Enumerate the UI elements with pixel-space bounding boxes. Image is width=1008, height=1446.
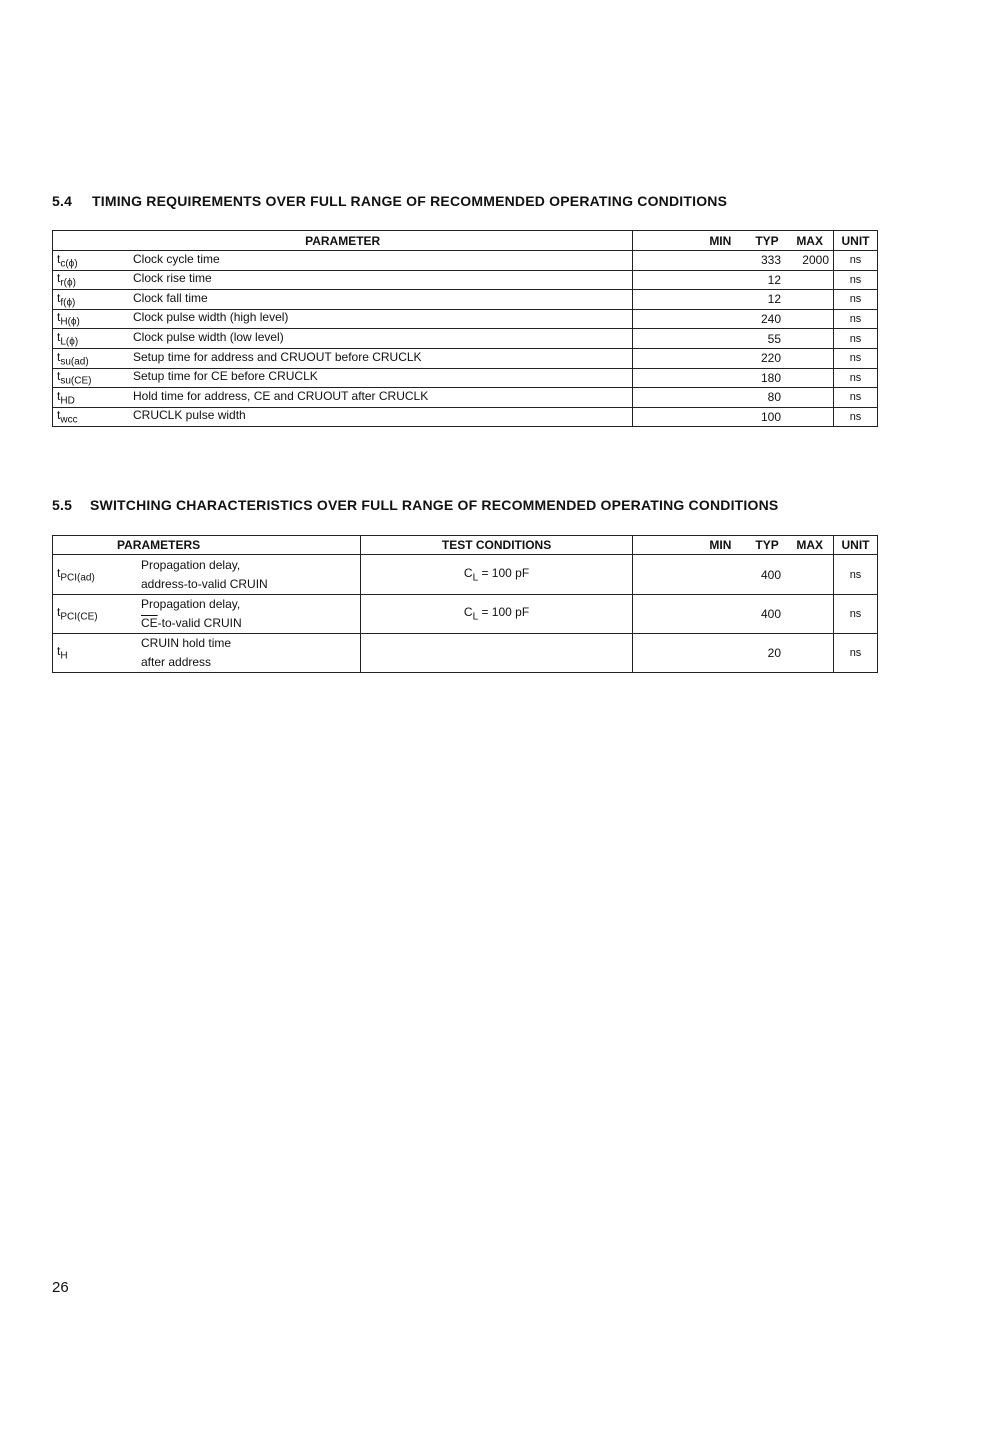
parameter-description: Hold time for address, CE and CRUOUT after CRUCLK: [133, 388, 429, 403]
symbol-subscript: r(ϕ): [60, 277, 76, 289]
table-row: [53, 555, 878, 595]
section-54-number: 5.4: [52, 193, 73, 209]
page-number: 26: [52, 1279, 69, 1296]
values-cell: [633, 407, 834, 427]
condition-subscript: L: [472, 611, 479, 623]
symbol-letter: t: [57, 565, 61, 580]
parameter-description: Setup time for address and CRUOUT before CRUCLK: [133, 349, 422, 364]
symbol-subscript: H: [60, 650, 68, 662]
parameter-description: Clock fall time: [133, 290, 208, 305]
symbol-letter: t: [57, 644, 61, 659]
typ-header: TYP: [755, 538, 779, 552]
section-54-heading: [52, 193, 727, 209]
condition-value: = 100 pF: [478, 605, 530, 620]
values-cell: [633, 348, 834, 368]
parameters-header: [53, 536, 361, 555]
condition-symbol: C: [463, 605, 473, 620]
parameter-cell: [53, 595, 361, 634]
unit-cell: ns: [834, 309, 878, 329]
table-row: [53, 309, 878, 329]
table-row: [53, 368, 878, 388]
unit-cell: ns: [834, 290, 878, 310]
parameter-symbol: [53, 291, 133, 308]
parameter-symbol: [53, 330, 133, 347]
values-cell: [633, 388, 834, 408]
unit-cell: ns: [834, 270, 878, 290]
table-header-row: [53, 536, 878, 555]
typ-value: 80: [767, 390, 781, 405]
condition-value: = 100 pF: [478, 565, 530, 580]
table-row: [53, 407, 878, 427]
unit-cell: ns: [834, 251, 878, 271]
max-header: MAX: [796, 233, 823, 248]
switching-characteristics-body: [53, 555, 878, 673]
unit-cell: ns: [834, 348, 878, 368]
unit-cell: ns: [834, 555, 878, 595]
unit-cell: ns: [834, 388, 878, 408]
symbol-subscript: PCI(ad): [60, 572, 95, 584]
parameter-cell: [53, 388, 633, 408]
symbol-letter: t: [57, 329, 61, 344]
min-typ-max-header: [633, 536, 834, 555]
unit-header: UNIT: [834, 231, 878, 251]
typ-value: 100: [760, 410, 781, 425]
parameter-description: [141, 595, 242, 633]
unit-header: UNIT: [834, 536, 878, 555]
min-typ-max-header: [633, 231, 834, 251]
description-text: after address: [141, 655, 212, 669]
table-row: [53, 270, 878, 290]
table-row: [53, 595, 878, 634]
table-row: [53, 634, 878, 673]
symbol-letter: t: [57, 605, 61, 620]
timing-requirements-table: [52, 230, 878, 427]
description-text: -to-valid CRUIN: [157, 616, 242, 630]
symbol-letter: t: [57, 271, 61, 286]
parameter-symbol: [53, 408, 133, 425]
max-header: MAX: [796, 538, 824, 552]
typ-value: 400: [760, 607, 781, 621]
values-cell: [633, 555, 834, 595]
section-55-number: 5.5: [52, 497, 73, 513]
parameter-symbol: [53, 369, 133, 386]
typ-header: TYP: [755, 233, 779, 248]
unit-cell: ns: [834, 329, 878, 349]
parameter-description: [141, 556, 268, 594]
symbol-letter: t: [57, 349, 61, 364]
parameter-symbol: [53, 605, 141, 622]
min-header: MIN: [709, 538, 732, 552]
parameter-description: Clock cycle time: [133, 251, 220, 266]
description-line-2: [141, 614, 242, 633]
description-line-1: CRUIN hold time: [141, 636, 232, 650]
table-row: [53, 388, 878, 408]
test-condition-cell: [360, 634, 633, 673]
typ-value: 240: [760, 312, 781, 327]
typ-value: 400: [760, 567, 781, 582]
parameter-description: Clock rise time: [133, 271, 212, 286]
test-condition-cell: [360, 595, 633, 634]
description-line-1: Propagation delay,: [141, 597, 241, 611]
parameter-description: Clock pulse width (low level): [133, 329, 284, 344]
parameter-header: PARAMETER: [53, 231, 633, 251]
switching-characteristics-table: [52, 535, 878, 673]
typ-value: 333: [760, 253, 781, 268]
values-cell: [633, 634, 834, 673]
values-cell: [633, 368, 834, 388]
description-line-1: Propagation delay,: [141, 557, 241, 572]
parameter-cell: [53, 634, 361, 673]
symbol-subscript: wcc: [60, 414, 78, 426]
values-cell: [633, 595, 834, 634]
parameter-cell: [53, 555, 361, 595]
parameter-symbol: [53, 389, 133, 406]
symbol-subscript: f(ϕ): [60, 297, 76, 309]
parameter-symbol: [53, 310, 133, 327]
overlined-signal: $\overline{CE}$: [141, 616, 158, 630]
symbol-subscript: H(ϕ): [60, 316, 80, 328]
symbol-subscript: HD: [60, 395, 75, 407]
symbol-subscript: L(ϕ): [60, 336, 79, 348]
table-row: [53, 329, 878, 349]
values-cell: [633, 270, 834, 290]
unit-cell: ns: [834, 595, 878, 634]
symbol-letter: t: [57, 408, 61, 423]
values-cell: [633, 329, 834, 349]
parameter-cell: [53, 407, 633, 427]
parameter-cell: [53, 270, 633, 290]
symbol-letter: t: [57, 251, 61, 266]
typ-value: 12: [767, 272, 781, 287]
max-value: 2000: [802, 253, 829, 268]
typ-value: 180: [760, 370, 781, 385]
typ-value: 20: [767, 646, 781, 660]
description-line-2: [141, 653, 231, 672]
unit-cell: ns: [834, 407, 878, 427]
table-row: [53, 251, 878, 271]
test-condition-cell: [360, 555, 633, 595]
symbol-letter: t: [57, 310, 61, 325]
condition-symbol: C: [463, 565, 473, 580]
table-header-row: [53, 231, 878, 251]
typ-value: 12: [767, 292, 781, 307]
symbol-letter: t: [57, 388, 61, 403]
parameter-description: [141, 634, 231, 672]
parameter-cell: [53, 368, 633, 388]
section-55-title: SWITCHING CHARACTERISTICS OVER FULL RANGE OF RECOMMENDED OPERATING CONDITIONS: [90, 497, 779, 513]
table-row: [53, 348, 878, 368]
section-54-title: TIMING REQUIREMENTS OVER FULL RANGE OF RECOMMENDED OPERATING CONDITIONS: [92, 193, 728, 209]
parameter-symbol: [53, 271, 133, 288]
parameter-cell: [53, 309, 633, 329]
condition-subscript: L: [472, 572, 479, 584]
parameters-header-label: PARAMETERS: [117, 538, 201, 552]
description-line-2: [141, 575, 268, 594]
min-header: MIN: [709, 233, 732, 248]
unit-cell: ns: [834, 634, 878, 673]
section-55-heading: [52, 497, 778, 513]
values-cell: [633, 251, 834, 271]
parameter-symbol: [53, 350, 133, 367]
parameter-cell: [53, 251, 633, 271]
symbol-letter: t: [57, 369, 61, 384]
symbol-letter: t: [57, 290, 61, 305]
symbol-subscript: c(ϕ): [60, 257, 78, 269]
parameter-description: Clock pulse width (high level): [133, 310, 289, 325]
parameter-cell: [53, 290, 633, 310]
typ-value: 55: [767, 331, 781, 346]
parameter-cell: [53, 329, 633, 349]
unit-cell: ns: [834, 368, 878, 388]
table-row: [53, 290, 878, 310]
description-text: address-to-valid CRUIN: [141, 576, 268, 591]
symbol-subscript: su(ad): [60, 355, 89, 367]
values-cell: [633, 290, 834, 310]
symbol-subscript: su(CE): [60, 375, 92, 387]
parameter-description: Setup time for CE before CRUCLK: [133, 369, 318, 384]
parameter-symbol: [53, 566, 141, 583]
symbol-subscript: PCI(CE): [60, 611, 98, 623]
timing-requirements-body: [53, 251, 878, 427]
values-cell: [633, 309, 834, 329]
parameter-symbol: [53, 644, 141, 661]
typ-value: 220: [760, 351, 781, 366]
parameter-description: CRUCLK pulse width: [133, 408, 246, 423]
parameter-cell: [53, 348, 633, 368]
parameter-symbol: [53, 252, 133, 269]
test-conditions-header: TEST CONDITIONS: [360, 536, 633, 555]
